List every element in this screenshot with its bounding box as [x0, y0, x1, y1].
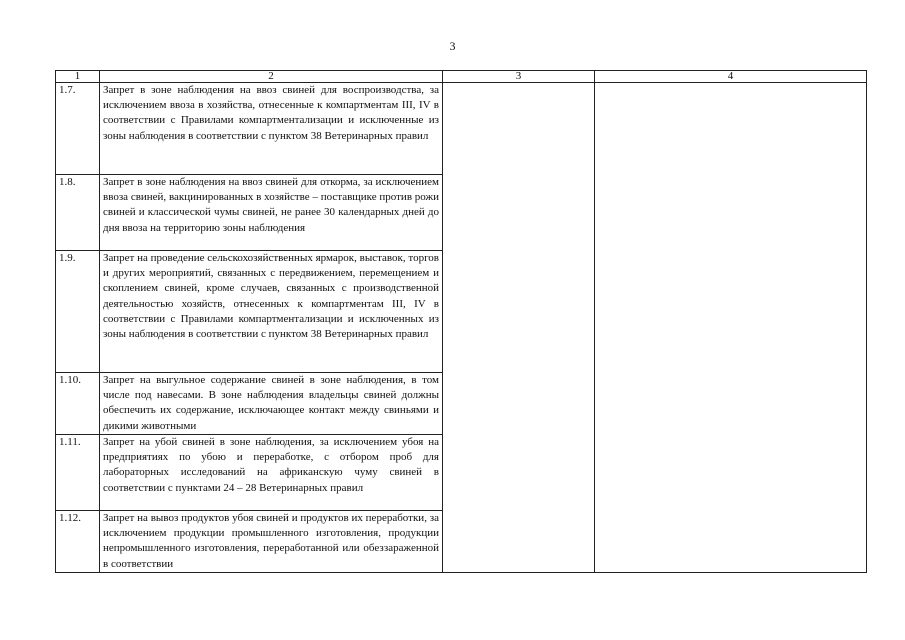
header-col-3: 3 [443, 71, 595, 83]
table-header-row [56, 71, 867, 83]
table-row [56, 83, 867, 175]
measure-text: Запрет на проведение сельскохозяйственных ярмарок, выставок, торгов и других мероприятий, связанных с передвижением, перемещением и скоплением свиней, кроме случаев, связанных с производственной деятельностью хозяйств, отнесенных к компартментам III, IV в соответствии с Правилами компартментализации и исключенных из зоны наблюдения в соответствии с пунктом 38 Ветеринарных правил [100, 251, 443, 373]
row-number: 1.11. [56, 435, 100, 511]
measure-text: Запрет на убой свиней в зоне наблюдения, за исключением убоя на предприятиях по убою и переработке, с отбором проб для лабораторных исследований на африканскую чуму свиней в соответствии с пунктами 24 – 28 Ветеринарных правил [100, 435, 443, 511]
header-col-1: 1 [56, 71, 100, 83]
header-col-4: 4 [595, 71, 867, 83]
measure-text: Запрет в зоне наблюдения на ввоз свиней для откорма, за исключением ввоза свиней, вакцинированных в хозяйстве – поставщике против рожи свиней и классической чумы свиней, не ранее 30 календарных дней до дня ввоза на территорию зоны наблюдения [100, 175, 443, 251]
row-number: 1.10. [56, 373, 100, 435]
page-number: 3 [449, 39, 456, 53]
row-number: 1.9. [56, 251, 100, 373]
measure-text: Запрет в зоне наблюдения на ввоз свиней для воспроизводства, за исключением ввоза в хозяйства, отнесенные к компартментам III, IV в соответствии с Правилами компартментализации и исключенные из зоны наблюдения в соответствии с пунктом 38 Ветеринарных правил [100, 83, 443, 175]
measure-text: Запрет на вывоз продуктов убоя свиней и продуктов их переработки, за исключением продукции промышленного изготовления, продукции непромышленного изготовления, переработанной или обеззараженной в соответствии [100, 511, 443, 573]
row-number: 1.12. [56, 511, 100, 573]
measure-text: Запрет на выгульное содержание свиней в зоне наблюдения, в том числе под навесами. В зоне наблюдения владельцы свиней должны обеспечить их содержание, исключающее контакт между свиньями и дикими животными [100, 373, 443, 435]
measures-table [55, 70, 867, 573]
row-number: 1.8. [56, 175, 100, 251]
column-4-cell [595, 83, 867, 573]
header-col-2: 2 [100, 71, 443, 83]
row-number: 1.7. [56, 83, 100, 175]
column-3-cell [443, 83, 595, 573]
